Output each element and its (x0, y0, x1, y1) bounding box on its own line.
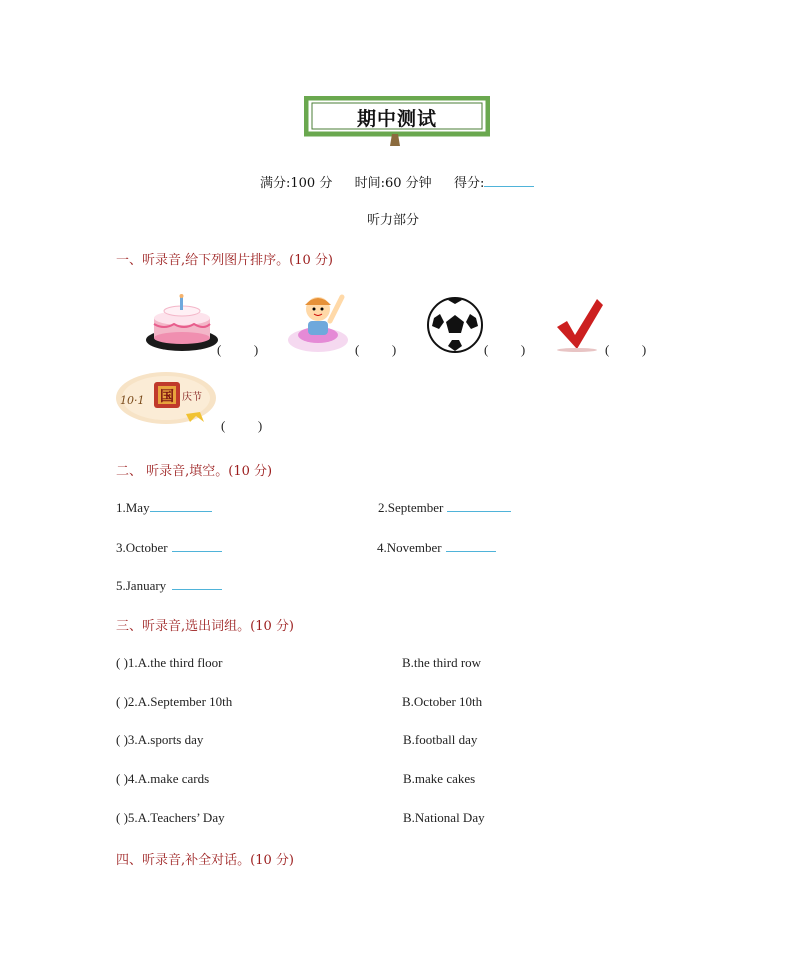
choice-b-4: B.make cakes (403, 771, 476, 786)
national-day-badge-icon (114, 370, 226, 426)
choice-b-5: B.National Day (403, 810, 485, 825)
fill-blank-5[interactable] (172, 577, 222, 590)
fill-blank-3[interactable] (172, 539, 222, 552)
choice-row-1: ( )1.A.the third floor (116, 655, 223, 670)
section3-heading: 三、听录音,选出词组。(10 分) (116, 619, 294, 634)
fill-blank-1[interactable] (150, 499, 212, 512)
answer-paren-1[interactable]: ( ) (217, 342, 259, 357)
fill-item-5: 5.January (116, 577, 222, 594)
fill-blank-4[interactable] (446, 539, 496, 552)
choice-b-1: B.the third row (402, 655, 482, 670)
full-score: 满分:100 分 (260, 176, 333, 191)
page-title: 期中测试 (356, 108, 437, 130)
svg-text:庆节: 庆节 (182, 392, 202, 403)
part-title: 听力部分 (367, 213, 420, 228)
answer-paren-3[interactable]: ( ) (484, 342, 526, 357)
choice-row-2: ( )2.A.September 10th (116, 694, 233, 709)
section1-heading: 一、听录音,给下列图片排序。(10 分) (116, 253, 333, 268)
answer-paren-2[interactable]: ( ) (355, 342, 397, 357)
choice-b-3: B.football day (403, 732, 478, 747)
football-icon (426, 296, 484, 354)
waving-boy-icon (286, 285, 354, 355)
svg-text:10·1: 10·1 (120, 394, 145, 407)
choice-paren-4[interactable]: ( ) (116, 771, 128, 786)
choice-row-5: ( )5.A.Teachers’ Day (116, 810, 225, 825)
choice-paren-5[interactable]: ( ) (116, 810, 128, 825)
score-blank[interactable] (484, 174, 534, 187)
section2-heading: 二、 听录音,填空。(10 分) (116, 464, 273, 479)
choice-row-4: ( )4.A.make cards (116, 771, 210, 786)
svg-text:国: 国 (160, 389, 174, 405)
title-banner (304, 96, 490, 138)
red-checkmark-icon (555, 297, 605, 353)
fill-item-2: 2.September (378, 499, 511, 516)
choice-paren-1[interactable]: ( ) (116, 655, 128, 670)
answer-paren-5[interactable]: ( ) (221, 418, 263, 433)
time-limit: 时间:60 分钟 (354, 176, 432, 191)
choice-b-2: B.October 10th (402, 694, 483, 709)
choice-paren-2[interactable]: ( ) (116, 694, 128, 709)
fill-item-1: 1.May (116, 499, 212, 516)
fill-blank-2[interactable] (447, 499, 511, 512)
header-info (260, 172, 534, 191)
score-label: 得分: (453, 176, 485, 191)
answer-paren-4[interactable]: ( ) (605, 342, 647, 357)
fill-item-4: 4.November (377, 539, 496, 556)
birthday-cake-icon (144, 294, 222, 354)
fill-item-3: 3.October (116, 539, 222, 556)
choice-row-3: ( )3.A.sports day (116, 732, 204, 747)
section4-heading: 四、听录音,补全对话。(10 分) (116, 853, 294, 868)
choice-paren-3[interactable]: ( ) (116, 732, 128, 747)
